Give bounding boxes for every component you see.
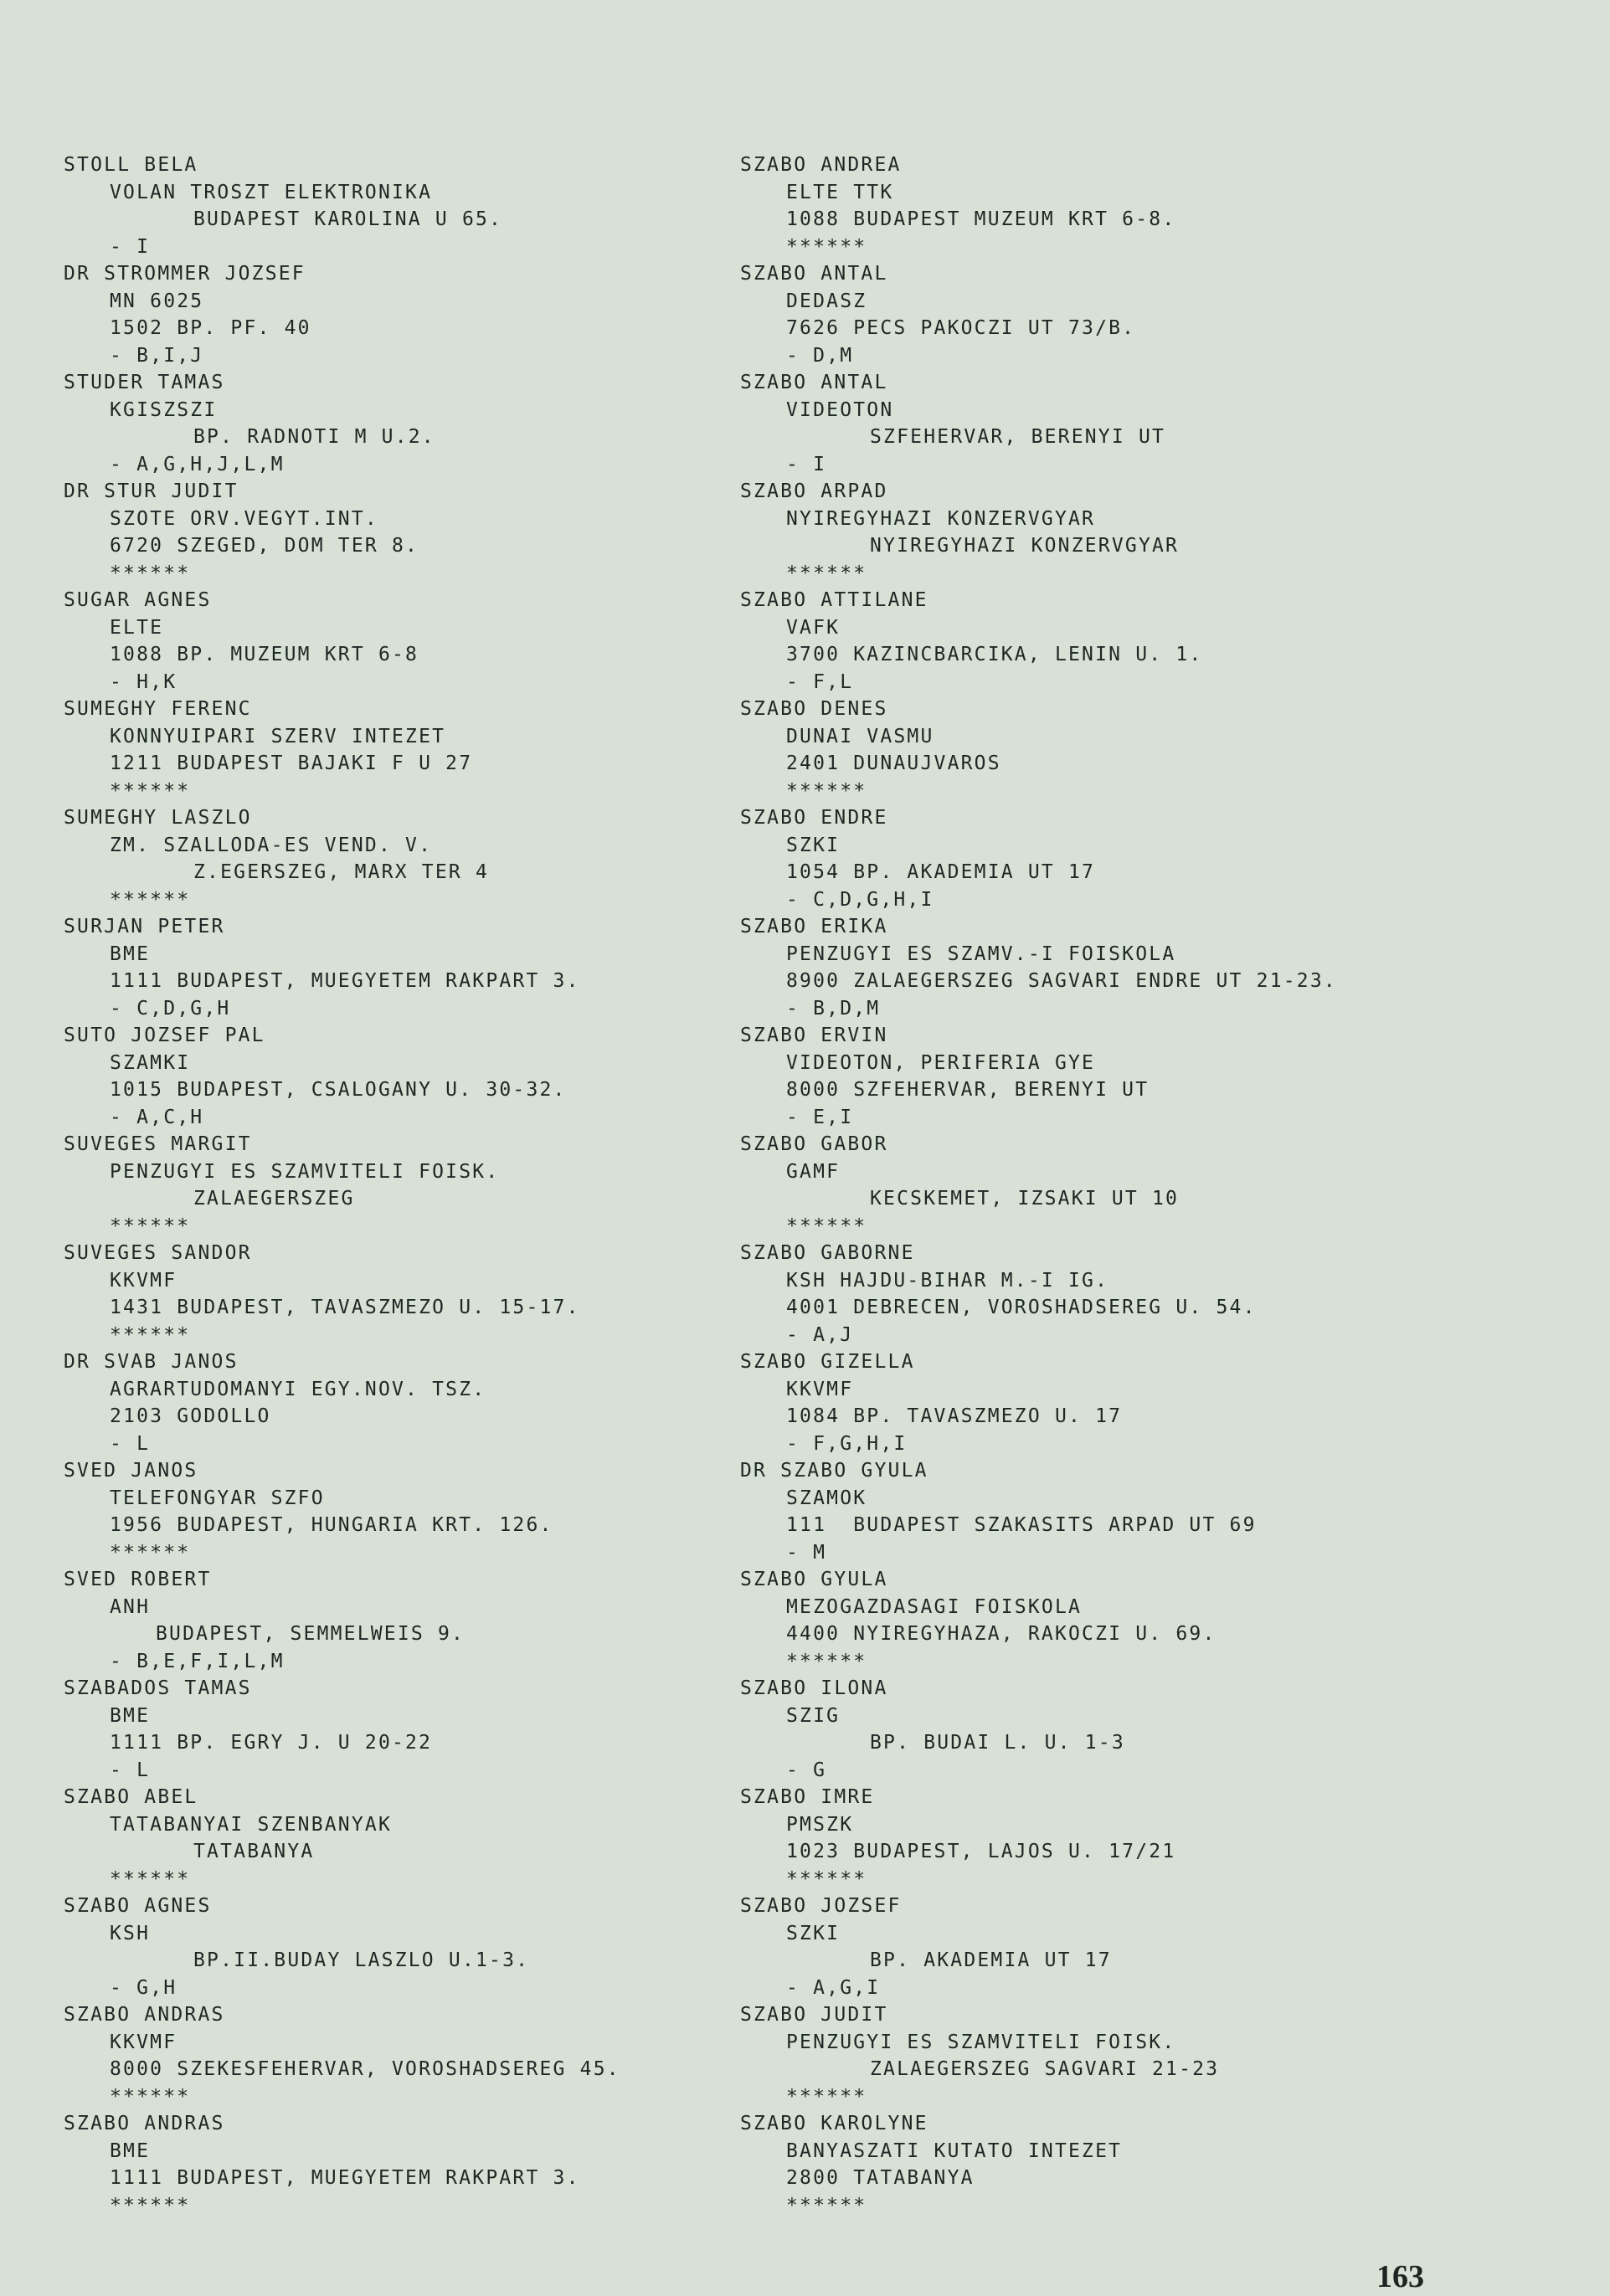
entry-detail-line: ****** bbox=[786, 779, 867, 802]
entry-detail-line: - A,J bbox=[786, 1323, 854, 1346]
entry-detail-line: 7626 PECS PAKOCZI UT 73/B. bbox=[786, 317, 1136, 339]
directory-entry bbox=[64, 1348, 800, 1457]
entry-detail-line: ****** bbox=[110, 1867, 191, 1890]
entry-detail-line: PENZUGYI ES SZAMV.-I FOISKOLA bbox=[786, 943, 1176, 965]
entry-name: SZABO ANTAL bbox=[740, 372, 888, 393]
entry-name: SZABO ANDRAS bbox=[64, 2004, 225, 2026]
entry-name: SZABO ARPAD bbox=[740, 480, 888, 502]
entry-detail-line: ELTE bbox=[110, 616, 164, 639]
entry-detail-line: ZALAEGERSZEG SAGVARI 21-23 bbox=[870, 2058, 1220, 2080]
entry-name: SZABADOS TAMAS bbox=[64, 1677, 252, 1699]
entry-detail-line: BME bbox=[110, 943, 151, 965]
directory-entry bbox=[740, 260, 1477, 369]
entry-detail-line: PENZUGYI ES SZAMVITELI FOISK. bbox=[786, 2031, 1176, 2053]
entry-detail-line: KGISZSZI bbox=[110, 398, 218, 421]
directory-entry bbox=[64, 478, 800, 587]
entry-detail-line: DEDASZ bbox=[786, 290, 867, 312]
entry-detail-line: 8900 ZALAEGERSZEG SAGVARI ENDRE UT 21-23. bbox=[786, 970, 1337, 992]
entry-name: DR STROMMER JOZSEF bbox=[64, 263, 306, 285]
entry-detail-line: VAFK bbox=[786, 616, 841, 639]
entry-detail-line: - A,G,H,J,L,M bbox=[110, 453, 285, 475]
entry-detail-line: ****** bbox=[786, 1650, 867, 1672]
entry-detail-line: ****** bbox=[110, 562, 191, 584]
entry-detail-line: ****** bbox=[110, 888, 191, 911]
entry-name: SURJAN PETER bbox=[64, 916, 225, 937]
entry-detail-line: TATABANYAI SZENBANYAK bbox=[110, 1813, 392, 1836]
entry-detail-line: - A,C,H bbox=[110, 1106, 204, 1128]
entry-detail-line: VIDEOTON, PERIFERIA GYE bbox=[786, 1051, 1096, 1074]
entry-detail-line: - I bbox=[786, 453, 827, 475]
entry-name: DR STUR JUDIT bbox=[64, 480, 239, 502]
directory-entry bbox=[740, 2001, 1477, 2110]
entry-name: SUTO JOZSEF PAL bbox=[64, 1025, 265, 1046]
entry-name: SUMEGHY LASZLO bbox=[64, 807, 252, 829]
entry-name: SZABO JUDIT bbox=[740, 2004, 888, 2026]
entry-name: SZABO ATTILANE bbox=[740, 589, 928, 611]
entry-detail-line: ****** bbox=[786, 1867, 867, 1890]
entry-detail-line: 1015 BUDAPEST, CSALOGANY U. 30-32. bbox=[110, 1079, 567, 1101]
directory-entry bbox=[740, 1022, 1477, 1131]
directory-entry bbox=[64, 1131, 800, 1240]
entry-detail-line: - H,K bbox=[110, 670, 177, 693]
entry-detail-line: BUDAPEST, SEMMELWEIS 9. bbox=[156, 1623, 466, 1645]
entry-detail-line: 1054 BP. AKADEMIA UT 17 bbox=[786, 861, 1096, 883]
entry-detail-line: ****** bbox=[110, 2085, 191, 2108]
entry-name: SZABO ANTAL bbox=[740, 263, 888, 285]
entry-detail-line: SZAMKI bbox=[110, 1051, 191, 1074]
entry-detail-line: 1431 BUDAPEST, TAVASZMEZO U. 15-17. bbox=[110, 1297, 580, 1318]
entry-detail-line: KKVMF bbox=[110, 2031, 177, 2053]
entry-detail-line: BME bbox=[110, 2139, 151, 2162]
entry-detail-line: NYIREGYHAZI KONZERVGYAR bbox=[870, 535, 1180, 557]
entry-name: SUMEGHY FERENC bbox=[64, 698, 252, 720]
directory-entry bbox=[740, 1240, 1477, 1348]
entry-detail-line: KSH bbox=[110, 1922, 151, 1944]
directory-entry bbox=[740, 913, 1477, 1022]
entry-detail-line: - E,I bbox=[786, 1106, 854, 1128]
entry-detail-line: AGRARTUDOMANYI EGY.NOV. TSZ. bbox=[110, 1378, 486, 1400]
entry-detail-line: 1084 BP. TAVASZMEZO U. 17 bbox=[786, 1405, 1123, 1427]
entry-name: SZABO DENES bbox=[740, 698, 888, 720]
entry-detail-line: 1111 BUDAPEST, MUEGYETEM RAKPART 3. bbox=[110, 970, 580, 992]
entry-name: SZABO ERVIN bbox=[740, 1025, 888, 1046]
entry-name: STUDER TAMAS bbox=[64, 372, 225, 393]
entry-name: SZABO GABORNE bbox=[740, 1242, 915, 1264]
entry-detail-line: 4001 DEBRECEN, VOROSHADSEREG U. 54. bbox=[786, 1297, 1257, 1318]
entry-detail-line: KONNYUIPARI SZERV INTEZET bbox=[110, 725, 446, 747]
entry-detail-line: Z.EGERSZEG, MARX TER 4 bbox=[193, 861, 490, 883]
entry-detail-line: 1211 BUDAPEST BAJAKI F U 27 bbox=[110, 752, 473, 774]
entry-detail-line: SZIG bbox=[786, 1704, 841, 1727]
directory-entry bbox=[740, 1348, 1477, 1457]
entry-detail-line: ****** bbox=[110, 1541, 191, 1564]
directory-entry bbox=[64, 152, 800, 260]
entry-detail-line: - G,H bbox=[110, 1976, 177, 1999]
entry-detail-line: ZALAEGERSZEG bbox=[193, 1188, 355, 1210]
entry-detail-line: ****** bbox=[786, 2194, 867, 2216]
entry-name: SZABO ILONA bbox=[740, 1677, 888, 1699]
entry-detail-line: - C,D,G,H,I bbox=[786, 888, 934, 911]
entry-detail-line: 8000 SZEKESFEHERVAR, VOROSHADSEREG 45. bbox=[110, 2058, 620, 2080]
entry-detail-line: - I bbox=[110, 235, 151, 258]
directory-entry bbox=[740, 369, 1477, 478]
entry-detail-line: - F,G,H,I bbox=[786, 1432, 908, 1455]
entry-detail-line: - C,D,G,H bbox=[110, 997, 231, 1020]
entry-detail-line: VIDEOTON bbox=[786, 398, 894, 421]
directory-entry bbox=[740, 696, 1477, 804]
directory-entry bbox=[740, 587, 1477, 696]
entry-detail-line: ****** bbox=[110, 779, 191, 802]
entry-detail-line: - D,M bbox=[786, 344, 854, 367]
entry-detail-line: - F,L bbox=[786, 670, 854, 693]
entry-detail-line: 1023 BUDAPEST, LAJOS U. 17/21 bbox=[786, 1841, 1176, 1862]
entry-name: SZABO ANDREA bbox=[740, 154, 902, 176]
directory-entry bbox=[64, 1893, 800, 2001]
entry-detail-line: PENZUGYI ES SZAMVITELI FOISK. bbox=[110, 1160, 500, 1183]
entry-detail-line: ****** bbox=[110, 2194, 191, 2216]
directory-entry bbox=[64, 804, 800, 913]
entry-detail-line: VOLAN TROSZT ELEKTRONIKA bbox=[110, 181, 433, 203]
entry-detail-line: SZFEHERVAR, BERENYI UT bbox=[870, 426, 1166, 448]
entry-detail-line: BP.II.BUDAY LASZLO U.1-3. bbox=[193, 1949, 530, 1971]
directory-entry bbox=[740, 478, 1477, 587]
entry-detail-line: 1088 BUDAPEST MUZEUM KRT 6-8. bbox=[786, 208, 1176, 230]
entry-detail-line: KECSKEMET, IZSAKI UT 10 bbox=[870, 1188, 1180, 1210]
directory-entry bbox=[740, 1893, 1477, 2001]
entry-name: SZABO AGNES bbox=[64, 1895, 212, 1917]
entry-detail-line: BME bbox=[110, 1704, 151, 1727]
directory-entry bbox=[740, 1566, 1477, 1675]
entry-detail-line: ****** bbox=[786, 235, 867, 258]
entry-detail-line: - G bbox=[786, 1759, 827, 1781]
entry-detail-line: - B,E,F,I,L,M bbox=[110, 1650, 285, 1672]
entry-name: SUGAR AGNES bbox=[64, 589, 212, 611]
entry-detail-line: TATABANYA bbox=[193, 1841, 315, 1862]
entry-detail-line: KSH HAJDU-BIHAR M.-I IG. bbox=[786, 1269, 1109, 1292]
entry-name: SZABO KAROLYNE bbox=[740, 2113, 928, 2134]
directory-entry bbox=[740, 152, 1477, 260]
directory-entry bbox=[64, 1457, 800, 1566]
entry-detail-line: 1111 BP. EGRY J. U 20-22 bbox=[110, 1732, 433, 1754]
directory-entry bbox=[740, 1784, 1477, 1893]
entry-name: SZABO ENDRE bbox=[740, 807, 888, 829]
directory-entry bbox=[64, 1022, 800, 1131]
entry-detail-line: 8000 SZFEHERVAR, BERENYI UT bbox=[786, 1079, 1150, 1101]
entry-detail-line: MEZOGAZDASAGI FOISKOLA bbox=[786, 1595, 1083, 1618]
entry-detail-line: - B,D,M bbox=[786, 997, 881, 1020]
entry-detail-line: ****** bbox=[786, 562, 867, 584]
entry-detail-line: 1088 BP. MUZEUM KRT 6-8 bbox=[110, 644, 419, 665]
entry-detail-line: 6720 SZEGED, DOM TER 8. bbox=[110, 535, 419, 557]
entry-detail-line: 4400 NYIREGYHAZA, RAKOCZI U. 69. bbox=[786, 1623, 1217, 1645]
directory-entry bbox=[64, 587, 800, 696]
entry-detail-line: 1502 BP. PF. 40 bbox=[110, 317, 311, 339]
directory-entry bbox=[64, 1240, 800, 1348]
entry-detail-line: 111 BUDAPEST SZAKASITS ARPAD UT 69 bbox=[786, 1514, 1257, 1536]
directory-entry bbox=[64, 696, 800, 804]
entry-detail-line: ****** bbox=[110, 1323, 191, 1346]
entry-detail-line: 1956 BUDAPEST, HUNGARIA KRT. 126. bbox=[110, 1514, 553, 1536]
entry-detail-line: KKVMF bbox=[786, 1378, 854, 1400]
entry-detail-line: SZKI bbox=[786, 834, 841, 856]
entry-detail-line: - A,G,I bbox=[786, 1976, 881, 1999]
directory-entry bbox=[740, 1457, 1477, 1566]
entry-name: SZABO JOZSEF bbox=[740, 1895, 902, 1917]
entry-name: SUVEGES MARGIT bbox=[64, 1133, 252, 1155]
directory-entry bbox=[64, 1675, 800, 1784]
entry-detail-line: KKVMF bbox=[110, 1269, 177, 1292]
entry-detail-line: ELTE TTK bbox=[786, 181, 894, 203]
entry-name: SZABO GABOR bbox=[740, 1133, 888, 1155]
entry-name: SVED JANOS bbox=[64, 1460, 198, 1482]
directory-entry bbox=[64, 369, 800, 478]
entry-detail-line: 2800 TATABANYA bbox=[786, 2167, 975, 2189]
entry-detail-line: BUDAPEST KAROLINA U 65. bbox=[193, 208, 503, 230]
entry-detail-line: 2103 GODOLLO bbox=[110, 1405, 271, 1427]
entry-name: SZABO ERIKA bbox=[740, 916, 888, 937]
entry-name: SVED ROBERT bbox=[64, 1569, 212, 1590]
directory-column-left bbox=[64, 152, 800, 2219]
entry-detail-line: SZOTE ORV.VEGYT.INT. bbox=[110, 507, 378, 530]
entry-detail-line: GAMF bbox=[786, 1160, 841, 1183]
entry-name: SZABO ABEL bbox=[64, 1786, 198, 1808]
entry-detail-line: PMSZK bbox=[786, 1813, 854, 1836]
entry-detail-line: BANYASZATI KUTATO INTEZET bbox=[786, 2139, 1123, 2162]
entry-detail-line: - L bbox=[110, 1759, 151, 1781]
directory-entry bbox=[64, 913, 800, 1022]
entry-name: SZABO GYULA bbox=[740, 1569, 888, 1590]
directory-entry bbox=[64, 2110, 800, 2219]
directory-entry bbox=[740, 804, 1477, 913]
entry-detail-line: - B,I,J bbox=[110, 344, 204, 367]
entry-detail-line: ****** bbox=[110, 1215, 191, 1237]
entry-detail-line: BP. RADNOTI M U.2. bbox=[193, 426, 435, 448]
entry-detail-line: ****** bbox=[786, 2085, 867, 2108]
entry-detail-line: MN 6025 bbox=[110, 290, 204, 312]
entry-detail-line: DUNAI VASMU bbox=[786, 725, 934, 747]
entry-detail-line: 1111 BUDAPEST, MUEGYETEM RAKPART 3. bbox=[110, 2167, 580, 2189]
entry-detail-line: SZAMOK bbox=[786, 1487, 867, 1509]
directory-entry bbox=[740, 2110, 1477, 2219]
entry-name: STOLL BELA bbox=[64, 154, 198, 176]
entry-detail-line: 2401 DUNAUJVAROS bbox=[786, 752, 1001, 774]
entry-name: SZABO GIZELLA bbox=[740, 1351, 915, 1373]
entry-name: DR SVAB JANOS bbox=[64, 1351, 239, 1373]
entry-detail-line: BP. AKADEMIA UT 17 bbox=[870, 1949, 1112, 1971]
directory-entry bbox=[64, 1566, 800, 1675]
entry-name: DR SZABO GYULA bbox=[740, 1460, 928, 1482]
directory-column-right bbox=[740, 152, 1477, 2219]
entry-detail-line: - M bbox=[786, 1541, 827, 1564]
entry-detail-line: BP. BUDAI L. U. 1-3 bbox=[870, 1732, 1125, 1754]
page-number: 163 bbox=[1376, 2259, 1424, 2294]
entry-name: SUVEGES SANDOR bbox=[64, 1242, 252, 1264]
entry-detail-line: ZM. SZALLODA-ES VEND. V. bbox=[110, 834, 433, 856]
entry-detail-line: NYIREGYHAZI KONZERVGYAR bbox=[786, 507, 1096, 530]
entry-detail-line: 3700 KAZINCBARCIKA, LENIN U. 1. bbox=[786, 644, 1203, 665]
entry-detail-line: SZKI bbox=[786, 1922, 841, 1944]
entry-detail-line: ANH bbox=[110, 1595, 151, 1618]
directory-entry bbox=[740, 1131, 1477, 1240]
entry-name: SZABO ANDRAS bbox=[64, 2113, 225, 2134]
entry-detail-line: - L bbox=[110, 1432, 151, 1455]
directory-entry bbox=[64, 1784, 800, 1893]
directory-entry bbox=[64, 260, 800, 369]
directory-entry bbox=[64, 2001, 800, 2110]
entry-detail-line: ****** bbox=[786, 1215, 867, 1237]
directory-entry bbox=[740, 1675, 1477, 1784]
entry-detail-line: TELEFONGYAR SZFO bbox=[110, 1487, 325, 1509]
entry-name: SZABO IMRE bbox=[740, 1786, 875, 1808]
